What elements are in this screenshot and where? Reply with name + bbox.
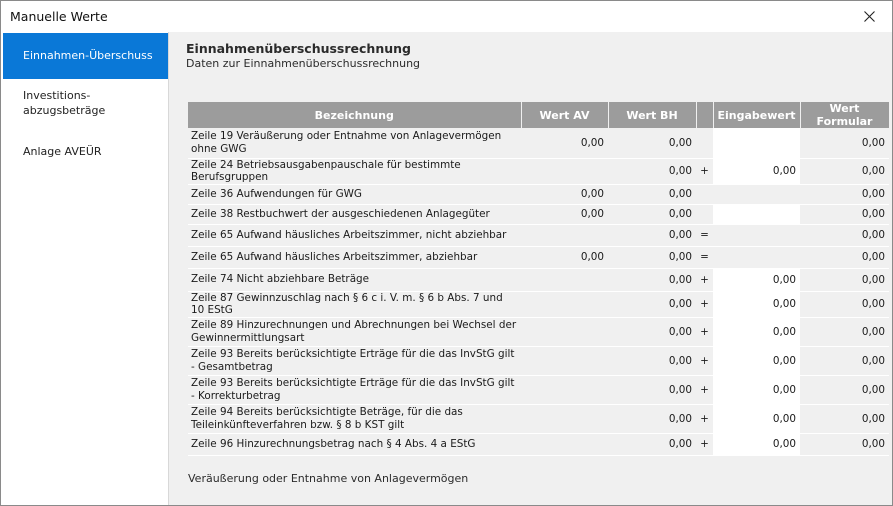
title-bar [1,1,892,32]
operator-cell: + [696,346,713,375]
values-table [188,102,890,456]
col-header-wert-bh: Wert BH [608,102,696,128]
operator-cell: + [696,433,713,455]
wert-av-cell [521,268,608,291]
row-description: Zeile 36 Aufwendungen für GWG [188,184,521,204]
eingabewert-input[interactable]: 0,00 [713,291,800,317]
eingabewert-cell [713,184,800,204]
wert-formular-cell: 0,00 [800,184,889,204]
wert-bh-cell: 0,00 [608,317,696,346]
operator-cell: + [696,404,713,433]
sidebar-item-label: Einnahmen-Überschuss [23,49,153,62]
operator-cell: = [696,224,713,246]
wert-av-cell: 0,00 [521,184,608,204]
table-row [188,433,889,455]
wert-bh-cell: 0,00 [608,375,696,404]
table-row [188,158,889,184]
table-row [188,224,889,246]
col-header-operator [696,102,713,128]
row-description: Zeile 89 Hinzurechnungen und Abrechnungen bei Wechsel der Gewinnermittlungsart [188,317,521,346]
table-row [188,317,889,346]
eingabewert-cell [713,224,800,246]
wert-formular-cell: 0,00 [800,346,889,375]
wert-formular-cell: 0,00 [800,128,889,158]
col-header-wert-formular: Wert Formular [800,102,889,128]
eingabewert-input[interactable] [713,204,800,224]
wert-bh-cell: 0,00 [608,204,696,224]
sidebar-item-anlage-aveuer[interactable] [3,144,168,159]
table-row [188,128,889,158]
operator-cell: + [696,375,713,404]
operator-cell: + [696,291,713,317]
col-header-bezeichnung: Bezeichnung [188,102,521,128]
eingabewert-input[interactable]: 0,00 [713,433,800,455]
row-description: Zeile 65 Aufwand häusliches Arbeitszimmer, abziehbar [188,246,521,268]
eingabewert-cell [713,246,800,268]
row-description: Zeile 93 Bereits berücksichtigte Erträge für die das InvStG gilt - Korrekturbetrag [188,375,521,404]
wert-formular-cell: 0,00 [800,375,889,404]
row-description: Zeile 24 Betriebsausgabenpauschale für bestimmte Berufsgruppen [188,158,521,184]
wert-bh-cell: 0,00 [608,268,696,291]
operator-cell: = [696,246,713,268]
row-description: Zeile 19 Veräußerung oder Entnahme von Anlagevermögen ohne GWG [188,128,521,158]
status-description: Veräußerung oder Entnahme von Anlagevermögen [188,472,469,485]
wert-av-cell [521,317,608,346]
wert-formular-cell: 0,00 [800,404,889,433]
wert-bh-cell: 0,00 [608,433,696,455]
sidebar-item-label: Investitions- [23,89,91,102]
wert-bh-cell: 0,00 [608,346,696,375]
eingabewert-input[interactable]: 0,00 [713,375,800,404]
table-row [188,291,889,317]
sidebar-item-label: abzugsbeträge [23,104,106,117]
row-description: Zeile 96 Hinzurechnungsbetrag nach § 4 Abs. 4 a EStG [188,433,521,455]
sidebar-item-investitionsabzugsbetraege[interactable] [3,88,168,118]
table-row [188,246,889,268]
table-row [188,204,889,224]
wert-av-cell: 0,00 [521,128,608,158]
table-row [188,268,889,291]
operator-cell [696,184,713,204]
row-description: Zeile 87 Gewinnzuschlag nach § 6 c i. V. m. § 6 b Abs. 7 und 10 EStG [188,291,521,317]
wert-formular-cell: 0,00 [800,268,889,291]
operator-cell: + [696,317,713,346]
wert-av-cell [521,346,608,375]
wert-bh-cell: 0,00 [608,128,696,158]
operator-cell [696,204,713,224]
wert-av-cell [521,291,608,317]
eingabewert-input[interactable]: 0,00 [713,346,800,375]
wert-formular-cell: 0,00 [800,317,889,346]
wert-av-cell [521,158,608,184]
wert-formular-cell: 0,00 [800,433,889,455]
eingabewert-input[interactable]: 0,00 [713,317,800,346]
row-description: Zeile 38 Restbuchwert der ausgeschiedenen Anlagegüter [188,204,521,224]
eingabewert-input[interactable]: 0,00 [713,158,800,184]
sidebar-item-label: Anlage AVEÜR [23,145,102,158]
eingabewert-input[interactable]: 0,00 [713,404,800,433]
sidebar-item-einnahmen-ueberschuss[interactable] [3,33,168,79]
wert-av-cell [521,375,608,404]
row-description: Zeile 74 Nicht abziehbare Beträge [188,268,521,291]
col-header-eingabewert: Eingabewert [713,102,800,128]
main-content [169,32,892,505]
wert-formular-cell: 0,00 [800,204,889,224]
wert-av-cell [521,404,608,433]
operator-cell [696,128,713,158]
window-title: Manuelle Werte [10,9,108,24]
page-title: Einnahmenüberschussrechnung [186,41,411,56]
wert-formular-cell: 0,00 [800,224,889,246]
table-row [188,346,889,375]
sidebar [1,32,169,505]
operator-cell: + [696,158,713,184]
row-description: Zeile 93 Bereits berücksichtigte Erträge für die das InvStG gilt - Gesamtbetrag [188,346,521,375]
table-row [188,404,889,433]
page-subtitle: Daten zur Einnahmenüberschussrechnung [186,57,421,70]
wert-bh-cell: 0,00 [608,184,696,204]
row-description: Zeile 94 Bereits berücksichtigte Beträge, für die das Teileinkünfteverfahren bzw. § 8 b KST gilt [188,404,521,433]
wert-av-cell: 0,00 [521,246,608,268]
col-header-wert-av: Wert AV [521,102,608,128]
wert-bh-cell: 0,00 [608,291,696,317]
eingabewert-input[interactable] [713,128,800,158]
table-row [188,184,889,204]
table-header-row [188,102,889,128]
wert-formular-cell: 0,00 [800,246,889,268]
wert-av-cell: 0,00 [521,204,608,224]
table-row [188,375,889,404]
eingabewert-input[interactable]: 0,00 [713,268,800,291]
wert-formular-cell: 0,00 [800,291,889,317]
wert-formular-cell: 0,00 [800,158,889,184]
wert-bh-cell: 0,00 [608,224,696,246]
wert-av-cell [521,433,608,455]
row-description: Zeile 65 Aufwand häusliches Arbeitszimmer, nicht abziehbar [188,224,521,246]
close-icon [864,11,875,22]
close-button[interactable] [846,1,892,32]
wert-bh-cell: 0,00 [608,246,696,268]
wert-bh-cell: 0,00 [608,158,696,184]
wert-av-cell [521,224,608,246]
wert-bh-cell: 0,00 [608,404,696,433]
operator-cell: + [696,268,713,291]
